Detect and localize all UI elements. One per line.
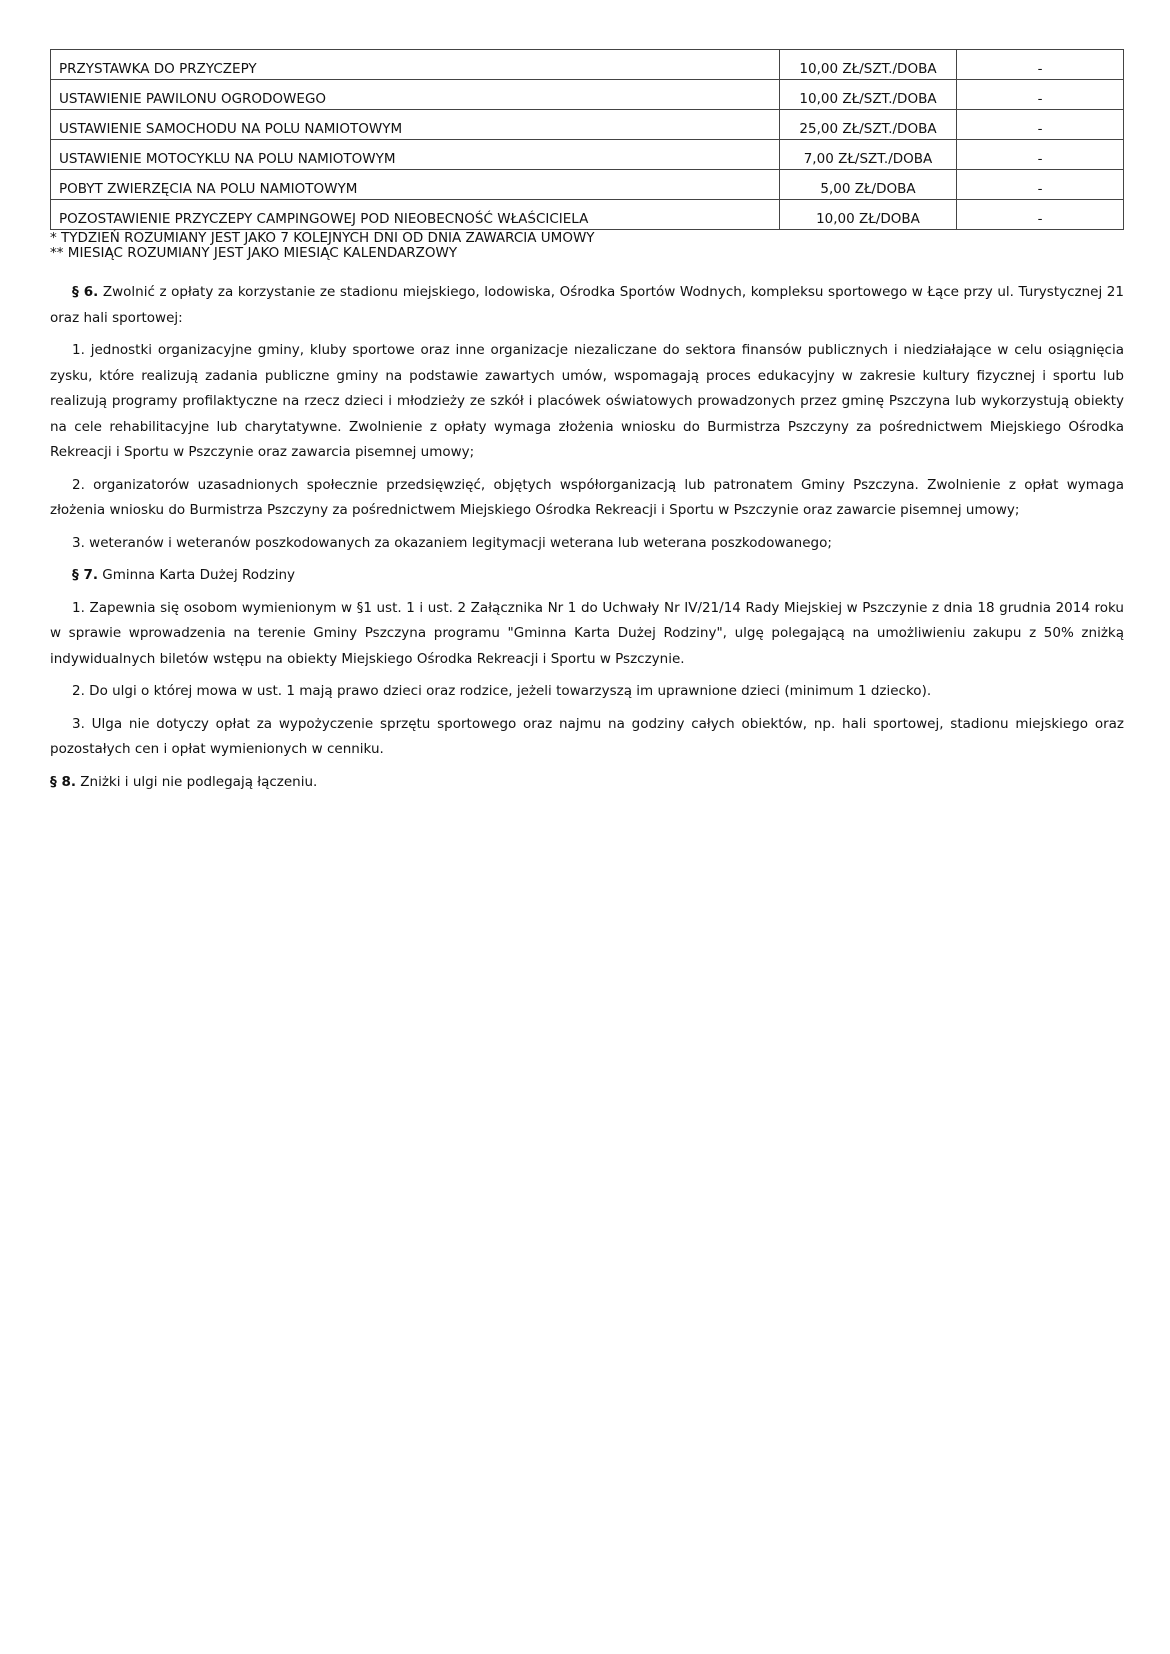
row-price: 7,00 ZŁ/SZT./DOBA bbox=[780, 140, 957, 170]
row-name: POZOSTAWIENIE PRZYCZEPY CAMPINGOWEJ POD NIEOBECNOŚĆ WŁAŚCICIELA bbox=[51, 200, 780, 230]
footnote-month: ** MIESIĄC ROZUMIANY JEST JAKO MIESIĄC KALENDARZOWY bbox=[50, 245, 458, 261]
row-extra: - bbox=[957, 80, 1124, 110]
row-price: 5,00 ZŁ/DOBA bbox=[780, 170, 957, 200]
section-7-item: 1. Zapewnia się osobom wymienionym w §1 ust. 1 i ust. 2 Załącznika Nr 1 do Uchwały Nr IV/21/14 Rady Miejskiej w Pszczynie z dnia 18 grudnia 2014 roku w sprawie wprowadzenia na terenie Gminy Pszczyna programu "Gminna Karta Dużej Rodziny", ulgę polegającą na umożliwieniu zakupu z 50% zniżką indywidualnych biletów wstępu na obiekty Miejskiego Ośrodka Rekreacji i Sportu w Pszczynie. bbox=[50, 599, 1124, 667]
section-7-heading: § 7. Gminna Karta Dużej Rodziny bbox=[72, 567, 295, 583]
row-name: USTAWIENIE MOTOCYKLU NA POLU NAMIOTOWYM bbox=[51, 140, 780, 170]
price-row bbox=[51, 140, 1124, 170]
document-page bbox=[50, 49, 1124, 261]
price-row bbox=[51, 170, 1124, 200]
footnote-week: * TYDZIEŃ ROZUMIANY JEST JAKO 7 KOLEJNYCH DNI OD DNIA ZAWARCIA UMOWY bbox=[50, 230, 595, 246]
price-table bbox=[50, 49, 1124, 230]
row-price: 10,00 ZŁ/SZT./DOBA bbox=[780, 50, 957, 80]
row-name: PRZYSTAWKA DO PRZYCZEPY bbox=[51, 50, 780, 80]
table-footnotes bbox=[50, 231, 1124, 261]
row-name: POBYT ZWIERZĘCIA NA POLU NAMIOTOWYM bbox=[51, 170, 780, 200]
section-7-item: 2. Do ulgi o której mowa w ust. 1 mają prawo dzieci oraz rodzice, jeżeli towarzyszą im uprawnione dzieci (minimum 1 dziecko). bbox=[72, 683, 932, 699]
row-extra: - bbox=[957, 110, 1124, 140]
row-price: 10,00 ZŁ/SZT./DOBA bbox=[780, 80, 957, 110]
document-body bbox=[50, 280, 1124, 802]
section-6-intro: § 6. Zwolnić z opłaty za korzystanie ze stadionu miejskiego, lodowiska, Ośrodka Sportów Wodnych, kompleksu sportowego w Łące przy ul. Turystycznej 21 oraz hali sportowej: bbox=[50, 284, 1124, 326]
price-row bbox=[51, 80, 1124, 110]
section-8: § 8. Zniżki i ulgi nie podlegają łączeniu. bbox=[50, 773, 318, 790]
section-6-item: 3. weteranów i weteranów poszkodowanych za okazaniem legitymacji weterana lub weterana poszkodowanego; bbox=[72, 534, 832, 551]
row-name: USTAWIENIE PAWILONU OGRODOWEGO bbox=[51, 80, 780, 110]
section-8-mark: § 8. bbox=[50, 773, 76, 790]
row-price: 25,00 ZŁ/SZT./DOBA bbox=[780, 110, 957, 140]
row-extra: - bbox=[957, 140, 1124, 170]
price-row bbox=[51, 200, 1124, 230]
row-name: USTAWIENIE SAMOCHODU NA POLU NAMIOTOWYM bbox=[51, 110, 780, 140]
section-6-item: 1. jednostki organizacyjne gminy, kluby sportowe oraz inne organizacje niezaliczane do sektora finansów publicznych i niedziałające w celu osiągnięcia zysku, które realizują zadania publiczne gminy na podstawie zawartych umów, wspomagają proces edukacyjny w zakresie kultury fizycznej i sportu lub realizują programy profilaktyczne na rzecz dzieci i młodzieży ze szkół i placówek oświatowych prowadzonych przez gminę Pszczyna lub wykorzystują obiekty na cele rehabilitacyjne lub charytatywne. Zwolnienie z opłaty wymaga złożenia wniosku do Burmistrza Pszczyny za pośrednictwem Miejskiego Ośrodka Rekreacji i Sportu w Pszczynie oraz zawarcia pisemnej umowy; bbox=[50, 342, 1124, 460]
section-6-item: 2. organizatorów uzasadnionych społecznie przedsięwzięć, objętych współorganizacją lub patronatem Gminy Pszczyna. Zwolnienie z opłat wymaga złożenia wniosku do Burmistrza Pszczyny za pośrednictwem Miejskiego Ośrodka Rekreacji i Sportu w Pszczynie oraz zawarcie pisemnej umowy; bbox=[50, 476, 1124, 518]
section-7-mark: § 7. bbox=[72, 567, 98, 583]
row-price: 10,00 ZŁ/DOBA bbox=[780, 200, 957, 230]
price-row bbox=[51, 110, 1124, 140]
price-row bbox=[51, 50, 1124, 80]
section-7-item: 3. Ulga nie dotyczy opłat za wypożyczenie sprzętu sportowego oraz najmu na godziny całych obiektów, np. hali sportowej, stadionu miejskiego oraz pozostałych cen i opłat wymienionych w cenniku. bbox=[50, 715, 1124, 757]
section-6-mark: § 6. bbox=[72, 284, 99, 300]
row-extra: - bbox=[957, 200, 1124, 230]
row-extra: - bbox=[957, 50, 1124, 80]
row-extra: - bbox=[957, 170, 1124, 200]
